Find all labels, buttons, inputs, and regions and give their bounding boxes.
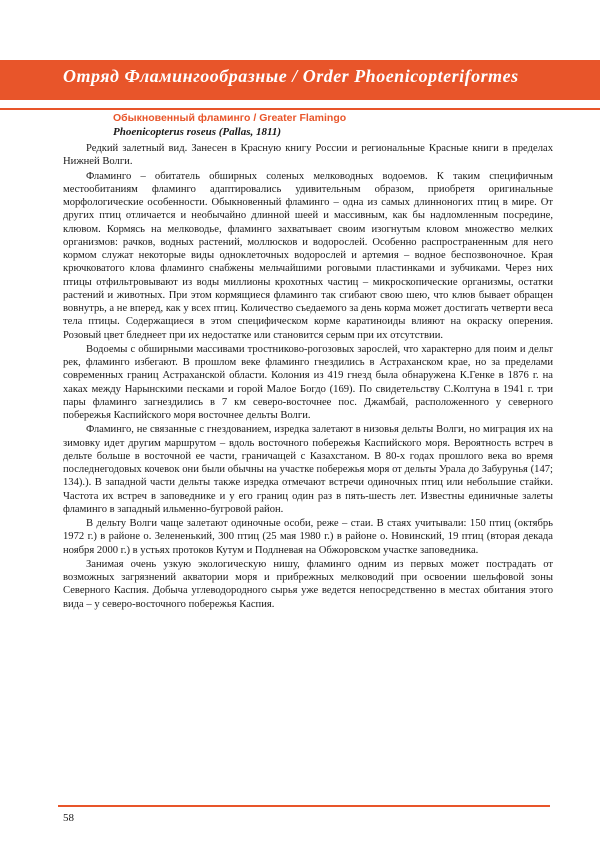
species-heading xyxy=(113,111,533,139)
page-title: Отряд Фламингообразные / Order Phoenicopteriformes xyxy=(63,66,519,86)
paragraph: Занимая очень узкую экологическую нишу, фламинго одним из первых может пострадать от возможных загрязнений акватории моря и прибрежных мелководий при освоении шельфовой зоны Северного Каспия. Добыча углеводородного сырья уже ведется непосредственно в местах обитания этого вида – у северо-восточного побережья Каспия. xyxy=(63,558,553,610)
paragraph: Фламинго – обитатель обширных соленых мелководных водоемов. К таким специфичным местообитаниям фламинго адаптировались удивительным образом, приобретя оригинальные морфологические особенности. Обыкновенный фламинго – одна из самых длинноногих птиц в мире. От других птиц отличается и необычайно длинной шеей и массивным, как бы надломленным посредине, клювом. Кормясь на мелководье, фламинго захватывает своим изогнутым кловом множество мелких организмов: рачков, водных растений, моллюсков и водорослей. Особенно распространенным для него кормом служат некоторые виды одноклеточных водорослей и артемия – водное беспозвоночное. Края крючковатого клова фламинго снабжены мельчайшими роговыми пластинками и зубчиками. Через них птицы отфильтровывают из воды миллионы крохотных частиц – микроскопические организмы, остатки растений и животных. При этом кормящиеся фламинго так сгибают свою шею, что клюв бывает обращен вовнутрь, а не вперед, как у всех птиц. Количество съедаемого за день корма может достигать четверти веса тела птицы. Содержащиеся в этом специфическом корме каратиноиды влияют на окраску оперения. Розовый цвет бледнеет при их недостатке или становится серым при их отсутствии. xyxy=(63,170,553,341)
paragraph: Водоемы с обширными массивами тростниково-рогозовых зарослей, что характерно для поим и дельт рек, фламинго избегают. В прошлом веке фламинго гнездились в Астраханском крае, но за пределами современных границ Астраханской области. Колония из 419 гнезд была обнаружена К.Генке в 1876 г. на хаках между Нарынскими песками и горой Малое Богдо (169). По свидетельству С.Колтуна в 1941 г. три пары фламинго загнездились в 7 км северо-восточнее пос. Джамбай, расположенного у северного побережья Каспийского моря восточнее дельты Волги. xyxy=(63,343,553,421)
species-common-name: Обыкновенный фламинго / Greater Flamingo xyxy=(113,112,347,124)
paragraph: Фламинго, не связанные с гнездованием, изредка залетают в низовья дельты Волги, но миграция их на зимовку идет другим маршрутом – вдоль восточного побережья Каспийского моря. Вероятность встреч в дельте больше в восточной ее части, граничащей с Казахстаном. В 80-х годах прошлого века во время последнегодовых кочевок они были обычны на участке побережья моря от дельты Урала до Забурунья (147; 134).). В западной части дельты также изредка отмечают встречи одиночных птиц или небольшие стайки. Частота их встреч в заповеднике и у его границ один раз в пять-шесть лет. Известны единичные залеты фламинго в западный ильменно-бугровой район. xyxy=(63,424,553,515)
footer-rule xyxy=(58,805,550,807)
header-rule xyxy=(0,108,600,110)
page-number: 58 xyxy=(63,812,74,824)
article-body xyxy=(63,142,553,612)
paragraph: В дельту Волги чаще залетают одиночные особи, реже – стаи. В стаях учитывали: 150 птиц (октябрь 1972 г.) в районе о. Зелененький, 300 птиц (25 мая 1980 г.) в районе о. Новинский, 19 птиц (вторая декада ноября 2000 г.) в устьях протоков Кутум и Подлневая на Обжоровском участке заповедника. xyxy=(63,518,553,556)
paragraph: Редкий залетный вид. Занесен в Красную книгу России и региональные Красные книги в пределах Нижней Волги. xyxy=(63,143,553,168)
species-latin-name: Phoenicopterus roseus (Pallas, 1811) xyxy=(113,126,282,138)
